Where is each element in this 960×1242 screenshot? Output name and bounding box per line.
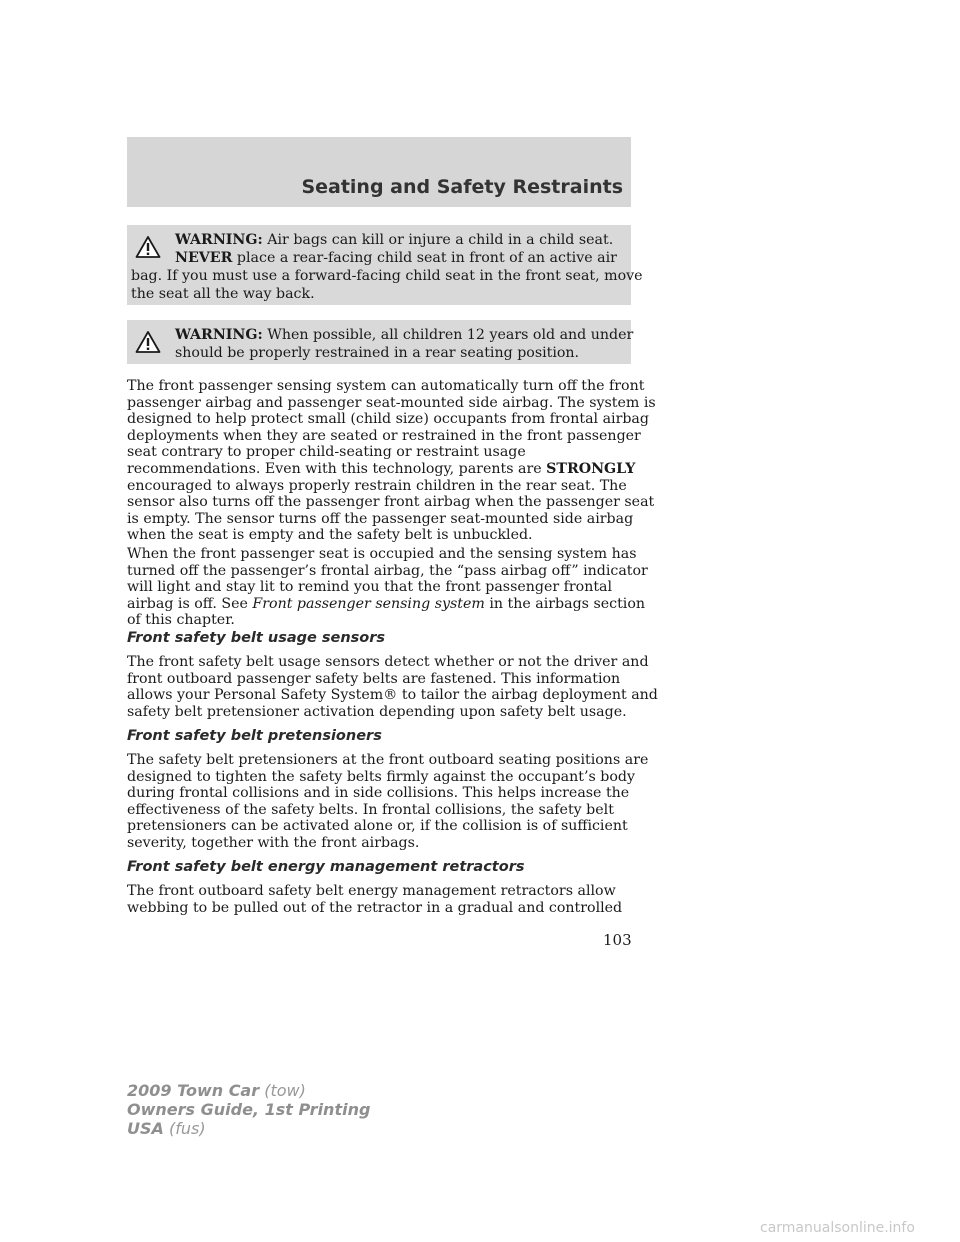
subheading-pretensioners: Front safety belt pretensioners [127,728,382,744]
footer-line: Owners Guide, 1st Printing [127,1100,371,1119]
paragraph-passenger-sensing [127,378,656,544]
text-line: The front safety belt usage sensors detect whether or not the driver and [127,654,649,670]
text-line: The front outboard safety belt energy management retractors allow [127,883,616,899]
paragraph-pretensioners [127,752,649,852]
text-line: passenger airbag and passenger seat-mounted side airbag. The system is [127,394,656,411]
warning-label: WARNING: [175,327,263,343]
text-line: front outboard passenger safety belts are fastened. This information [127,670,621,687]
warning-text: Air bags can kill or injure a child in a child seat. [267,232,614,248]
warning-label: WARNING: [175,232,263,248]
text-line: designed to help protect small (child size) occupants from frontal airbag [127,411,649,428]
paragraph-pass-airbag-off [127,546,648,629]
site-watermark: carmanualsonline.info [760,1220,915,1236]
text-line [127,461,637,478]
footer-code: (fus) [163,1119,206,1138]
text-line: deployments when they are seated or restrained in the front passenger [127,427,641,444]
warning-box-children-rear [127,320,634,364]
never-emphasis: NEVER [175,250,233,266]
text-line: The safety belt pretensioners at the front outboard seating positions are [127,752,649,768]
warning-text: place a rear-facing child seat in front of an active air [232,250,617,266]
text-line: is empty. The sensor turns off the passenger seat-mounted side airbag [127,510,634,527]
text-line: allows your Personal Safety System® to tailor the airbag deployment and [127,687,658,704]
page-number: 103 [603,931,632,949]
cross-reference: Front passenger sensing system [252,595,485,612]
document-footer [127,1081,370,1138]
text-line: safety belt pretensioner activation depending upon safety belt usage. [127,703,627,720]
text-line: pretensioners can be activated alone or, if the collision is of sufficient [127,818,628,835]
warning-line: should be properly restrained in a rear seating position. [175,345,580,361]
warning-line: bag. If you must use a forward-facing child seat in the front seat, move [131,268,643,284]
paragraph-energy-retractors [127,883,637,916]
text-line: when the seat is empty and the safety belt is unbuckled. [127,527,533,544]
warning-box-child-seat [127,225,643,305]
warning-triangle-icon [135,330,161,354]
warning-line [131,249,623,267]
text-line: designed to tighten the safety belts firmly against the occupant’s body [127,768,635,785]
text-line: encouraged to always properly restrain children in the rear seat. The [127,477,627,494]
subheading-usage-sensors: Front safety belt usage sensors [127,630,386,646]
text-line: webbing to be pulled out of the retractor in a gradual and controlled [127,899,623,916]
warning-line [131,231,623,249]
footer-model: 2009 Town Car [127,1081,260,1100]
warning-line [131,326,634,344]
text-line: When the front passenger seat is occupied and the sensing system has [127,546,637,562]
text-line: during frontal collisions and in side collisions. This helps increase the [127,785,630,802]
footer-line [127,1119,370,1138]
text-span: in the airbags section [484,595,645,612]
text-line: of this chapter. [127,612,235,629]
text-line [127,595,645,613]
warning-triangle-icon [135,235,161,259]
text-line: turned off the passenger’s frontal airbag, the “pass airbag off” indicator [127,562,648,579]
strongly-emphasis: STRONGLY [546,460,636,477]
warning-text: When possible, all children 12 years old and under [267,327,634,343]
footer-line [127,1081,370,1100]
text-span: recommendations. Even with this technology, parents are [127,460,547,477]
text-line: sensor also turns off the passenger front airbag when the passenger seat [127,494,655,511]
text-line: The front passenger sensing system can automatically turn off the front [127,378,645,394]
section-title: Seating and Safety Restraints [301,176,623,198]
text-line: seat contrary to proper child-seating or restraint usage [127,444,526,461]
text-line: effectiveness of the safety belts. In frontal collisions, the safety belt [127,801,614,818]
subheading-energy-retractors: Front safety belt energy management retractors [127,859,525,875]
footer-code: (tow) [259,1081,306,1100]
section-header-band [127,137,631,207]
footer-region: USA [127,1119,164,1138]
text-line: severity, together with the front airbags. [127,834,420,851]
text-span: airbag is off. See [127,595,253,612]
text-line: will light and stay lit to remind you that the front passenger frontal [127,579,613,596]
warning-line: the seat all the way back. [131,286,315,302]
paragraph-usage-sensors [127,654,658,720]
